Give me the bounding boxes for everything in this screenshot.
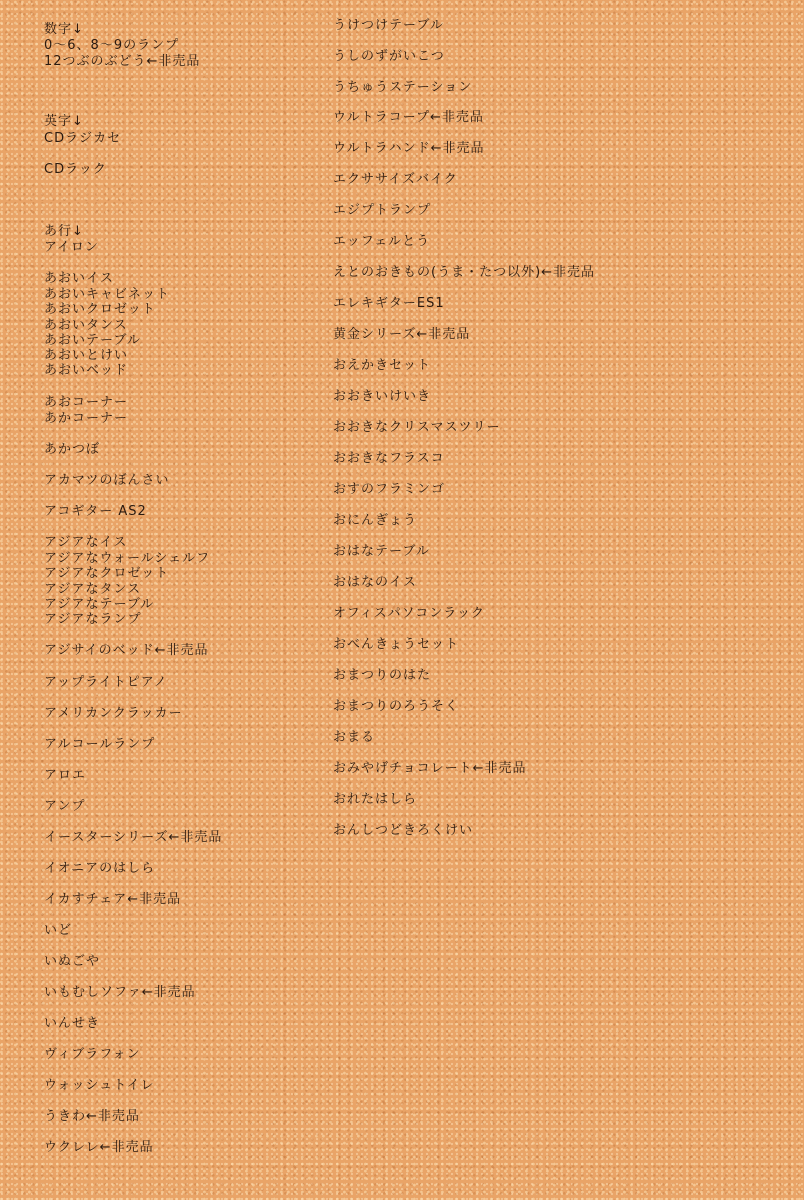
list-item: アジアなタンス [44, 582, 142, 597]
list-item: うちゅうステーション [333, 80, 473, 95]
list-item: アジサイのベッド←非売品 [44, 643, 209, 658]
list-item: おにんぎょう [333, 513, 418, 528]
list-item: エクササイズバイク [333, 172, 458, 187]
list-item: 0～6、8～9のランプ [44, 38, 180, 53]
list-item: おまつりのはた [333, 668, 432, 683]
list-item: おみやげチョコレート←非売品 [333, 761, 527, 776]
list-item: アメリカンクラッカー [44, 706, 183, 721]
list-item: アジアなウォールシェルフ [44, 551, 211, 566]
list-item: あおコーナー [44, 395, 129, 410]
list-item: エジプトランプ [333, 203, 432, 218]
list-item: イカすチェア←非売品 [44, 892, 182, 907]
section-header-alphabet: 英字↓ [44, 114, 84, 129]
list-item: あおいキャビネット [44, 287, 171, 302]
list-item: おべんきょうセット [333, 637, 460, 652]
list-item: ウルトラコープ←非売品 [333, 110, 484, 125]
list-item: おまつりのろうそく [333, 699, 460, 714]
list-item: おおきなクリスマスツリー [333, 420, 501, 435]
section-header-numbers: 数字↓ [44, 22, 84, 37]
list-item: ウルトラハンド←非売品 [333, 141, 485, 156]
list-item: エッフェルとう [333, 234, 431, 249]
list-item: アジアなテーブル [44, 597, 155, 612]
list-item: いど [44, 923, 73, 938]
list-item: アジアなイス [44, 535, 128, 550]
list-item: ヴィブラフォン [44, 1047, 141, 1062]
list-item: オフィスパソコンラック [333, 606, 486, 621]
list-item: 12つぶのぶどう←非売品 [44, 54, 201, 69]
list-item: おおきいけいき [333, 389, 432, 404]
list-item: 黄金シリーズ←非売品 [333, 327, 471, 342]
list-item: うしのずがいこつ [333, 49, 445, 64]
list-item: あおいベッド [44, 363, 129, 378]
list-item: ウォッシュトイレ [44, 1078, 155, 1093]
list-item: あおいイス [44, 271, 114, 286]
list-item: イオニアのはしら [44, 861, 156, 876]
list-item: あかコーナー [44, 411, 129, 426]
list-item: うけつけテーブル [333, 18, 444, 33]
list-item: あおいタンス [44, 318, 128, 333]
list-item: アイロン [44, 240, 99, 255]
list-item: アジアなランプ [44, 612, 142, 627]
list-item: ウクレレ←非売品 [44, 1140, 154, 1155]
list-item: おすのフラミンゴ [333, 482, 446, 497]
list-item: いんせき [44, 1016, 101, 1031]
list-item: おまる [333, 730, 376, 745]
list-item: アコギター AS2 [44, 504, 147, 519]
list-item: アルコールランプ [44, 737, 156, 752]
list-item: おれたはしら [333, 792, 418, 807]
list-item: いもむしソファ←非売品 [44, 985, 196, 1000]
list-item: アカマツのぼんさい [44, 473, 170, 488]
list-item: エレキギターES1 [333, 296, 445, 311]
list-item: アンプ [44, 799, 86, 814]
list-item: えとのおきもの(うま・たつ以外)←非売品 [333, 265, 596, 280]
list-item: うきわ←非売品 [44, 1109, 140, 1124]
list-item: あおいクロゼット [44, 302, 156, 317]
section-header-a-row: あ行↓ [44, 224, 84, 239]
list-item: おはなのイス [333, 575, 417, 590]
list-item: アップライトピアノ [44, 675, 168, 690]
list-item: おんしつどきろくけい [333, 823, 474, 838]
list-item: おおきなフラスコ [333, 451, 445, 466]
list-item: いぬごや [44, 954, 101, 969]
list-item: おえかきセット [333, 358, 432, 373]
list-item: あかつぼ [44, 442, 101, 457]
list-item: CDラック [44, 162, 107, 177]
list-item: CDラジカセ [44, 131, 122, 146]
list-item: アジアなクロゼット [44, 566, 170, 581]
list-item: おはなテーブル [333, 544, 430, 559]
list-item: アロエ [44, 768, 87, 783]
list-item: あおいテーブル [44, 333, 141, 348]
list-item: イースターシリーズ←非売品 [44, 830, 223, 845]
list-item: あおいとけい [44, 348, 129, 363]
